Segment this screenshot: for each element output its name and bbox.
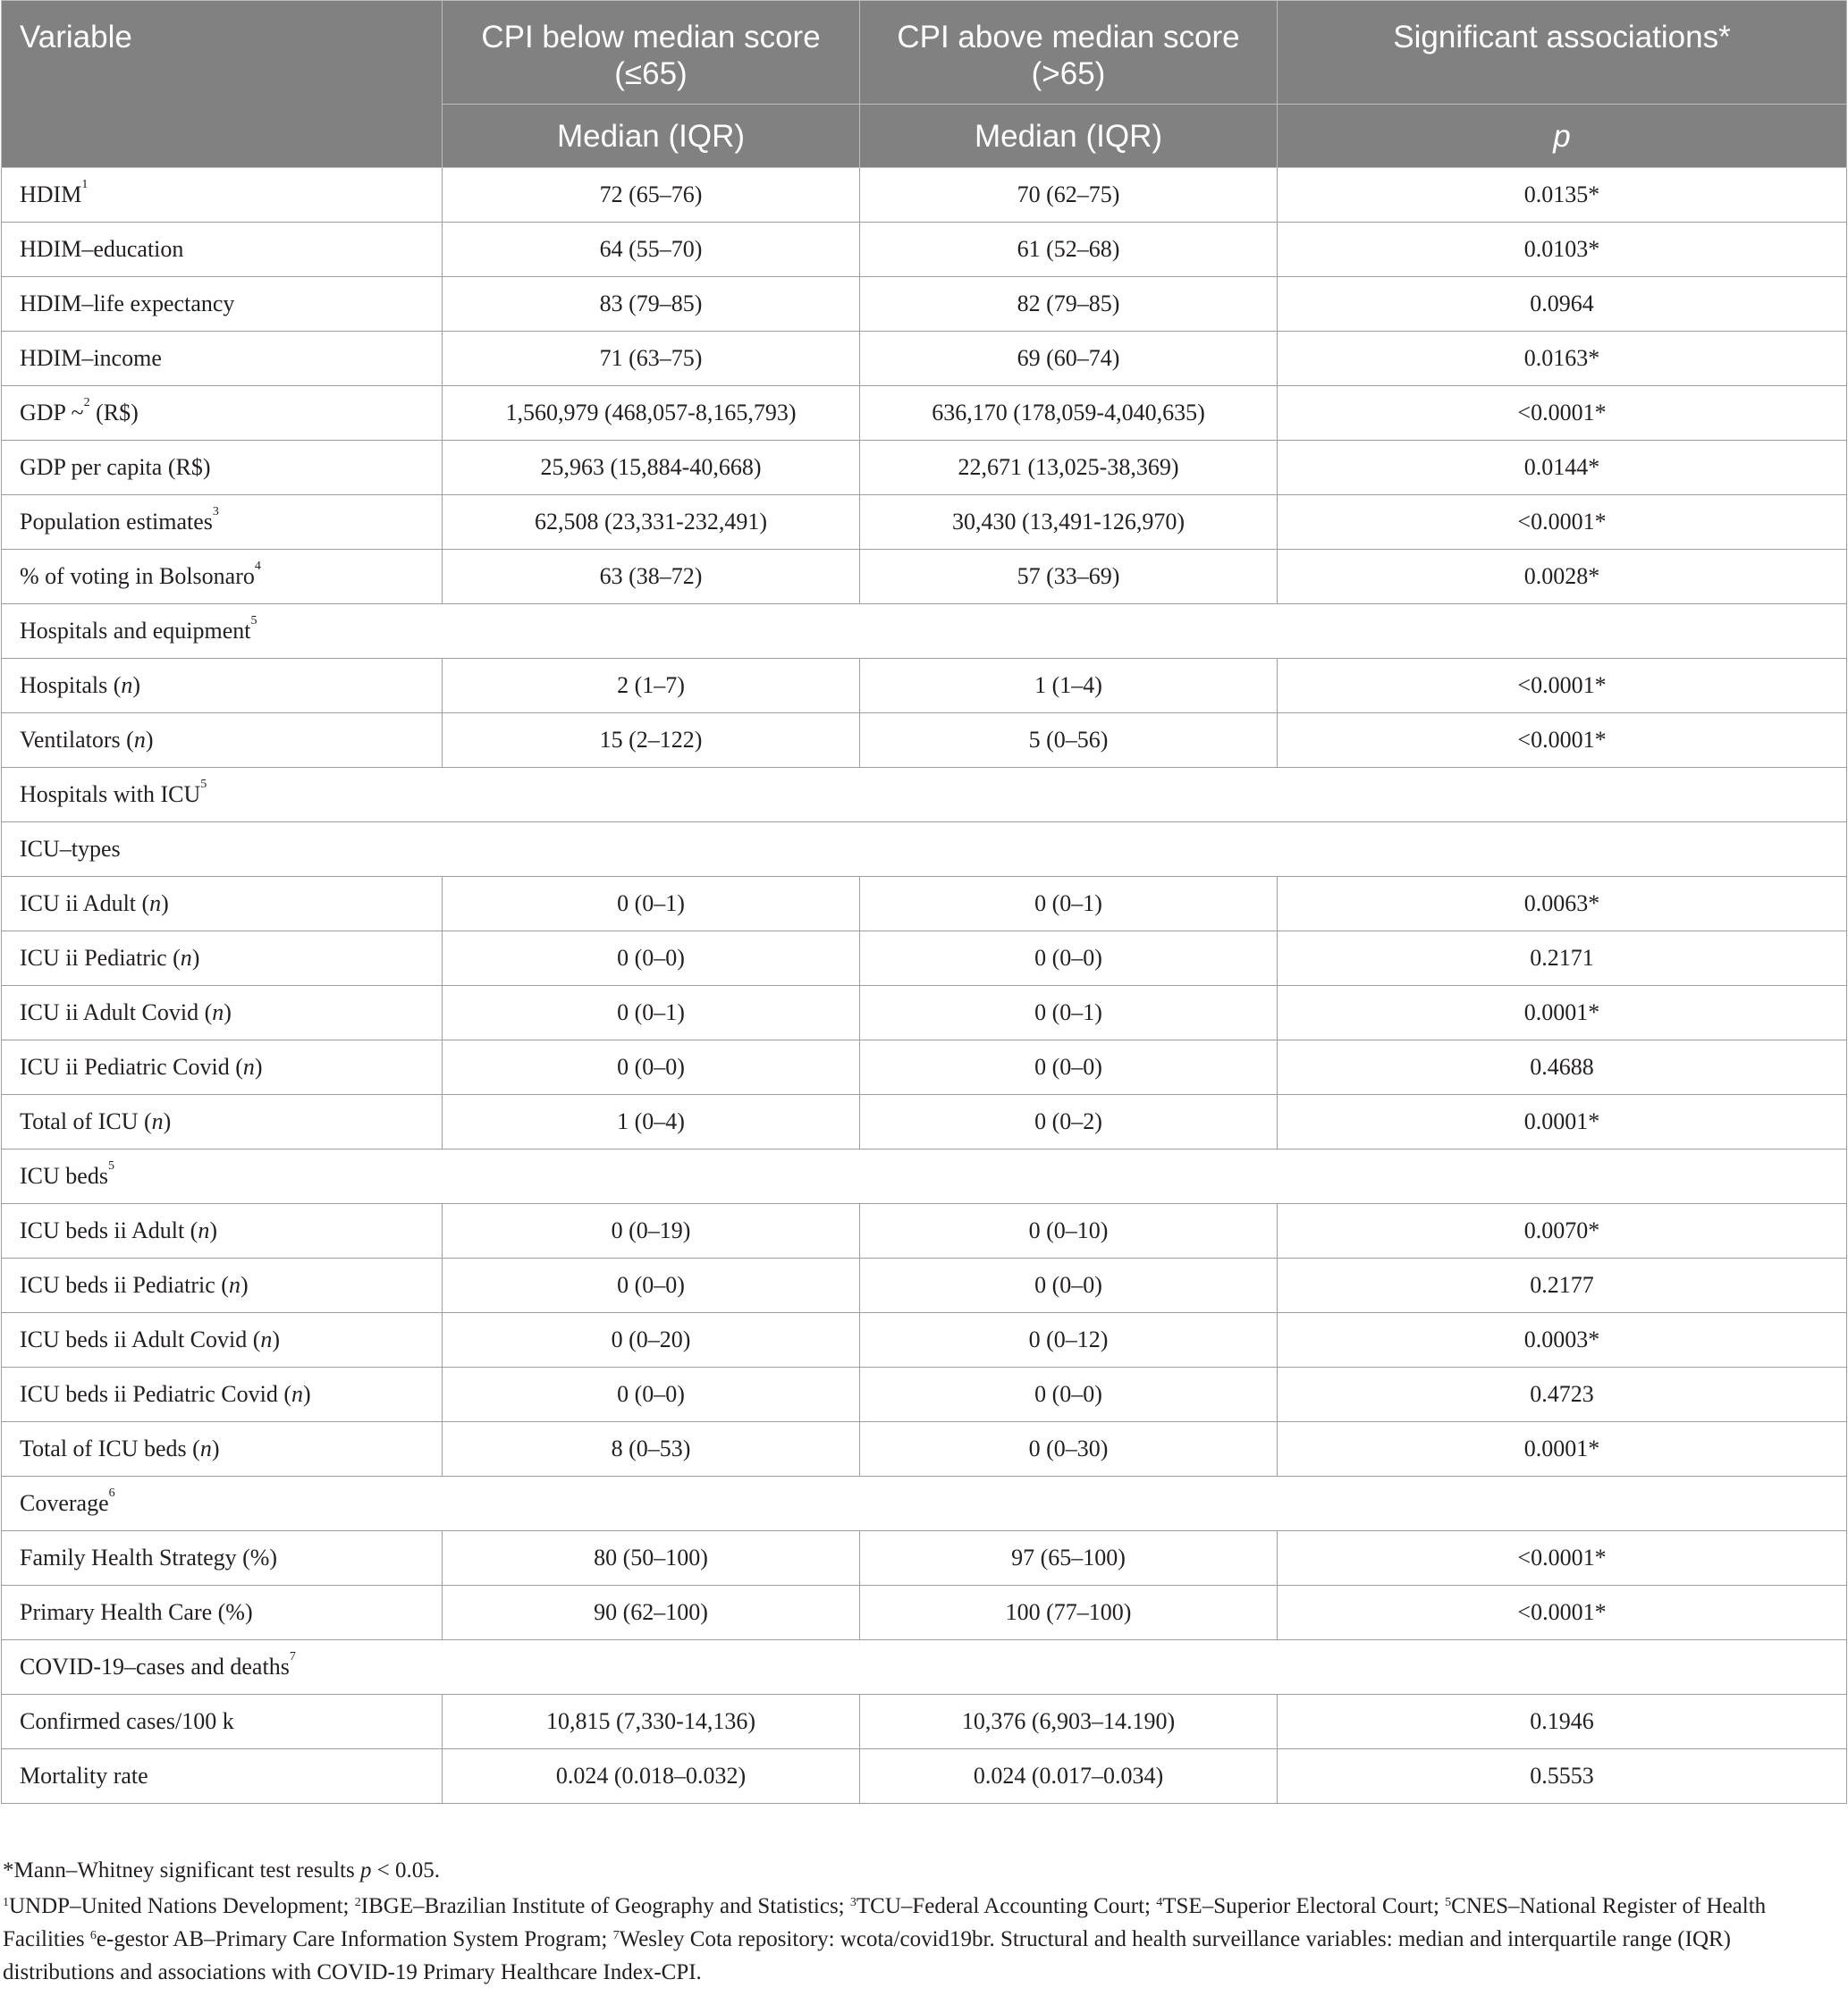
p-value: <0.0001* — [1278, 713, 1847, 768]
p-value: 0.4688 — [1278, 1040, 1847, 1095]
p-value: 0.0001* — [1278, 1095, 1847, 1150]
variable-cell — [2, 495, 443, 550]
cpi-below-value: 0 (0–0) — [443, 931, 860, 986]
cpi-below-value: 1 (0–4) — [443, 1095, 860, 1150]
count-symbol: n — [212, 999, 224, 1025]
table-row — [2, 931, 1847, 986]
variable-label-suffix: ) — [224, 999, 232, 1025]
cpi-below-value: 72 (65–76) — [443, 168, 860, 223]
p-value: 0.0001* — [1278, 1422, 1847, 1477]
cpi-below-value: 0 (0–0) — [443, 1259, 860, 1313]
table-row — [2, 1095, 1847, 1150]
cpi-below-value: 15 (2–122) — [443, 713, 860, 768]
variable-cell — [2, 550, 443, 604]
cpi-above-value: 61 (52–68) — [860, 223, 1278, 277]
cpi-below-value: 25,963 (15,884-40,668) — [443, 441, 860, 495]
cpi-above-value: 10,376 (6,903–14.190) — [860, 1695, 1278, 1749]
cpi-above-value: 0 (0–30) — [860, 1422, 1278, 1477]
table-row — [2, 495, 1847, 550]
table-row — [2, 223, 1847, 277]
cpi-above-value: 636,170 (178,059-4,040,635) — [860, 386, 1278, 441]
variable-label: COVID-19–cases and deaths — [20, 1654, 290, 1680]
variable-label: ICU beds ii Pediatric Covid ( — [20, 1381, 292, 1407]
source-marker: 5 — [1445, 1896, 1452, 1909]
table-row — [2, 877, 1847, 931]
cpi-above-value: 100 (77–100) — [860, 1586, 1278, 1640]
footnote-marker: 6 — [108, 1486, 115, 1500]
p-value: <0.0001* — [1278, 495, 1847, 550]
variable-label: ICU ii Pediatric Covid ( — [20, 1054, 243, 1080]
variable-label: Hospitals and equipment — [20, 618, 251, 644]
variable-label: ICU beds ii Adult Covid ( — [20, 1326, 261, 1352]
variable-label-suffix: ) — [161, 890, 169, 916]
count-symbol: n — [228, 1272, 240, 1298]
section-row — [2, 1150, 1847, 1204]
variable-cell — [2, 168, 443, 223]
cpi-above-value: 57 (33–69) — [860, 550, 1278, 604]
variable-label: ICU–types — [20, 836, 121, 862]
count-symbol: n — [151, 1108, 164, 1134]
subheader-median-above: Median (IQR) — [860, 105, 1278, 168]
cpi-below-value: 0 (0–0) — [443, 1040, 860, 1095]
variable-label: Primary Health Care (%) — [20, 1599, 253, 1625]
variable-cell — [2, 986, 443, 1040]
cpi-above-value: 0 (0–0) — [860, 1368, 1278, 1422]
section-row — [2, 1640, 1847, 1695]
cpi-below-value: 0.024 (0.018–0.032) — [443, 1749, 860, 1804]
variable-label: Coverage — [20, 1490, 109, 1516]
table-row — [2, 1259, 1847, 1313]
variable-label: Ventilators ( — [20, 727, 134, 753]
table-header — [2, 1, 1847, 168]
count-symbol: n — [260, 1326, 273, 1352]
variable-cell — [2, 877, 443, 931]
count-symbol: n — [180, 945, 192, 971]
cpi-above-value: 0 (0–0) — [860, 931, 1278, 986]
variable-label-suffix: ) — [145, 727, 154, 753]
header-variable: Variable — [2, 1, 443, 168]
table-row — [2, 441, 1847, 495]
header-cpi-below: CPI below median score (≤65) — [443, 1, 860, 105]
variable-label: ICU ii Adult ( — [20, 890, 150, 916]
cpi-below-value: 90 (62–100) — [443, 1586, 860, 1640]
variable-label: Family Health Strategy (%) — [20, 1545, 278, 1571]
variable-label-suffix: ) — [211, 1436, 220, 1461]
section-row — [2, 768, 1847, 822]
table-row — [2, 986, 1847, 1040]
p-value: 0.2177 — [1278, 1259, 1847, 1313]
cpi-below-value: 64 (55–70) — [443, 223, 860, 277]
variable-cell — [2, 931, 443, 986]
variable-label: Total of ICU ( — [20, 1108, 152, 1134]
count-symbol: n — [198, 1217, 210, 1243]
p-value: 0.0103* — [1278, 223, 1847, 277]
footnote-marker: 2 — [83, 396, 90, 409]
section-label-cell — [2, 1640, 1847, 1695]
cpi-above-value: 97 (65–100) — [860, 1531, 1278, 1586]
footnote-marker: 5 — [107, 1159, 114, 1173]
variable-label-suffix: (R$) — [89, 400, 139, 425]
variable-cell — [2, 1531, 443, 1586]
variable-label: ICU ii Adult Covid ( — [20, 999, 213, 1025]
variable-label: Total of ICU beds ( — [20, 1436, 200, 1461]
variable-label: % of voting in Bolsonaro — [20, 563, 255, 589]
section-label-cell — [2, 1477, 1847, 1531]
variable-label-suffix: ) — [240, 1272, 249, 1298]
variable-label: ICU beds ii Pediatric ( — [20, 1272, 229, 1298]
p-value: <0.0001* — [1278, 1586, 1847, 1640]
header-significance: Significant associations* — [1278, 1, 1847, 105]
table-row — [2, 1422, 1847, 1477]
variable-label: HDIM–life expectancy — [20, 291, 235, 316]
table-row — [2, 386, 1847, 441]
footnote-marker: 1 — [81, 178, 89, 191]
cpi-above-value: 82 (79–85) — [860, 277, 1278, 332]
p-value: <0.0001* — [1278, 1531, 1847, 1586]
cpi-above-value: 30,430 (13,491-126,970) — [860, 495, 1278, 550]
variable-label: Confirmed cases/100 k — [20, 1708, 234, 1734]
p-value: 0.0003* — [1278, 1313, 1847, 1368]
variable-cell — [2, 441, 443, 495]
source-marker: 7 — [612, 1929, 620, 1942]
variable-cell — [2, 1204, 443, 1259]
p-value: <0.0001* — [1278, 386, 1847, 441]
p-value: 0.1946 — [1278, 1695, 1847, 1749]
section-label-cell — [2, 822, 1847, 877]
cpi-below-value: 63 (38–72) — [443, 550, 860, 604]
section-row — [2, 604, 1847, 659]
table-row — [2, 659, 1847, 713]
table-row — [2, 1695, 1847, 1749]
variable-cell — [2, 1586, 443, 1640]
variable-label: HDIM–income — [20, 345, 162, 371]
section-row — [2, 822, 1847, 877]
source-text: TCU–Federal Accounting Court; — [856, 1894, 1157, 1918]
source-marker: 4 — [1156, 1896, 1163, 1909]
table-row — [2, 1313, 1847, 1368]
cpi-above-value: 0.024 (0.017–0.034) — [860, 1749, 1278, 1804]
cpi-above-value: 1 (1–4) — [860, 659, 1278, 713]
footnote-significance: *Mann–Whitney significant test results p < 0.05. — [3, 1858, 441, 1882]
cpi-above-value: 0 (0–1) — [860, 986, 1278, 1040]
variable-label: Population estimates — [20, 509, 213, 535]
table-row — [2, 1531, 1847, 1586]
variable-cell — [2, 386, 443, 441]
footnote-marker: 3 — [212, 505, 219, 518]
source-text: e-gestor AB–Primary Care Information System Program; — [96, 1927, 613, 1951]
variable-cell — [2, 659, 443, 713]
source-marker: 2 — [354, 1896, 361, 1909]
table-body — [2, 168, 1847, 1804]
cpi-above-value: 70 (62–75) — [860, 168, 1278, 223]
section-label-cell — [2, 604, 1847, 659]
cpi-above-value: 22,671 (13,025-38,369) — [860, 441, 1278, 495]
variable-cell — [2, 1749, 443, 1804]
table-row — [2, 168, 1847, 223]
variable-label-suffix: ) — [209, 1217, 218, 1243]
variable-label: GDP per capita (R$) — [20, 454, 211, 480]
p-value: 0.4723 — [1278, 1368, 1847, 1422]
count-symbol: n — [133, 727, 146, 753]
variable-label: Hospitals ( — [20, 672, 122, 698]
variable-cell — [2, 277, 443, 332]
cpi-above-value: 0 (0–1) — [860, 877, 1278, 931]
p-value: 0.0001* — [1278, 986, 1847, 1040]
variable-label-suffix: ) — [132, 672, 141, 698]
cpi-below-value: 0 (0–0) — [443, 1368, 860, 1422]
results-table — [1, 0, 1847, 1804]
cpi-above-value: 0 (0–0) — [860, 1040, 1278, 1095]
count-symbol: n — [242, 1054, 255, 1080]
cpi-below-value: 10,815 (7,330-14,136) — [443, 1695, 860, 1749]
p-value: 0.0163* — [1278, 332, 1847, 386]
cpi-above-value: 0 (0–2) — [860, 1095, 1278, 1150]
p-value: 0.0063* — [1278, 877, 1847, 931]
cpi-above-value: 0 (0–12) — [860, 1313, 1278, 1368]
variable-cell — [2, 1313, 443, 1368]
cpi-above-value: 0 (0–0) — [860, 1259, 1278, 1313]
variable-label-suffix: ) — [163, 1108, 172, 1134]
source-text: Wesley Cota repository: wcota/covid19br. Structural and health surveillance variables: median and interquartile range (IQR) distributions and associations with COVID-19 Primary Healthcare Index-CPI. — [3, 1927, 1732, 1984]
table-row — [2, 1749, 1847, 1804]
count-symbol: n — [121, 672, 133, 698]
variable-label: ICU beds ii Adult ( — [20, 1217, 198, 1243]
variable-label: Mortality rate — [20, 1763, 148, 1789]
variable-cell — [2, 1095, 443, 1150]
variable-label: ICU ii Pediatric ( — [20, 945, 181, 971]
cpi-below-value: 80 (50–100) — [443, 1531, 860, 1586]
cpi-below-value: 0 (0–1) — [443, 877, 860, 931]
p-value: 0.0028* — [1278, 550, 1847, 604]
cpi-below-value: 0 (0–1) — [443, 986, 860, 1040]
cpi-below-value: 83 (79–85) — [443, 277, 860, 332]
table-row — [2, 277, 1847, 332]
cpi-above-value: 5 (0–56) — [860, 713, 1278, 768]
source-marker: 3 — [849, 1896, 856, 1909]
cpi-below-value: 0 (0–19) — [443, 1204, 860, 1259]
variable-label: GDP ~ — [20, 400, 84, 425]
subheader-p-value: p — [1278, 105, 1847, 168]
source-text: CNES–National Register of Health Facilities — [3, 1894, 1767, 1951]
footnote-marker: 5 — [250, 614, 257, 627]
variable-label-suffix: ) — [303, 1381, 311, 1407]
p-value: 0.0135* — [1278, 168, 1847, 223]
subheader-median-below: Median (IQR) — [443, 105, 860, 168]
cpi-above-value: 69 (60–74) — [860, 332, 1278, 386]
footnote-marker: 4 — [254, 560, 261, 573]
variable-cell — [2, 713, 443, 768]
footnote-marker: 7 — [289, 1650, 296, 1663]
p-value: 0.2171 — [1278, 931, 1847, 986]
cpi-above-value: 0 (0–10) — [860, 1204, 1278, 1259]
p-value: 0.0144* — [1278, 441, 1847, 495]
section-row — [2, 1477, 1847, 1531]
footnote-sources — [3, 1890, 1844, 1989]
variable-cell — [2, 332, 443, 386]
cpi-below-value: 0 (0–20) — [443, 1313, 860, 1368]
source-text: TSE–Superior Electoral Court; — [1162, 1894, 1446, 1918]
footnote-marker: 5 — [200, 778, 207, 791]
p-value: 0.0964 — [1278, 277, 1847, 332]
source-marker: 1 — [3, 1896, 9, 1909]
table-row — [2, 1368, 1847, 1422]
cpi-below-value: 71 (63–75) — [443, 332, 860, 386]
source-text: IBGE–Brazilian Institute of Geography and Statistics; — [360, 1894, 850, 1918]
p-value: <0.0001* — [1278, 659, 1847, 713]
cpi-below-value: 62,508 (23,331-232,491) — [443, 495, 860, 550]
cpi-below-value: 8 (0–53) — [443, 1422, 860, 1477]
table-row — [2, 713, 1847, 768]
source-text: UNDP–United Nations Development; — [9, 1894, 355, 1918]
variable-cell — [2, 223, 443, 277]
cpi-below-value: 1,560,979 (468,057-8,165,793) — [443, 386, 860, 441]
variable-cell — [2, 1695, 443, 1749]
table-row — [2, 332, 1847, 386]
variable-label-suffix: ) — [272, 1326, 281, 1352]
count-symbol: n — [149, 890, 162, 916]
variable-cell — [2, 1368, 443, 1422]
table-footnotes — [3, 1854, 1844, 1989]
variable-label: Hospitals with ICU — [20, 781, 201, 807]
count-symbol: n — [291, 1381, 304, 1407]
header-cpi-above: CPI above median score (>65) — [860, 1, 1278, 105]
table-row — [2, 1040, 1847, 1095]
p-value: 0.5553 — [1278, 1749, 1847, 1804]
variable-cell — [2, 1422, 443, 1477]
table-row — [2, 1586, 1847, 1640]
section-label-cell — [2, 1150, 1847, 1204]
variable-label: HDIM — [20, 181, 82, 207]
variable-label-suffix: ) — [191, 945, 200, 971]
variable-cell — [2, 1259, 443, 1313]
variable-label-suffix: ) — [254, 1054, 263, 1080]
table-row — [2, 1204, 1847, 1259]
source-marker: 6 — [89, 1929, 97, 1942]
section-label-cell — [2, 768, 1847, 822]
cpi-below-value: 2 (1–7) — [443, 659, 860, 713]
p-value: 0.0070* — [1278, 1204, 1847, 1259]
variable-label: HDIM–education — [20, 236, 184, 262]
count-symbol: n — [199, 1436, 212, 1461]
variable-cell — [2, 1040, 443, 1095]
table-row — [2, 550, 1847, 604]
variable-label: ICU beds — [20, 1163, 108, 1189]
